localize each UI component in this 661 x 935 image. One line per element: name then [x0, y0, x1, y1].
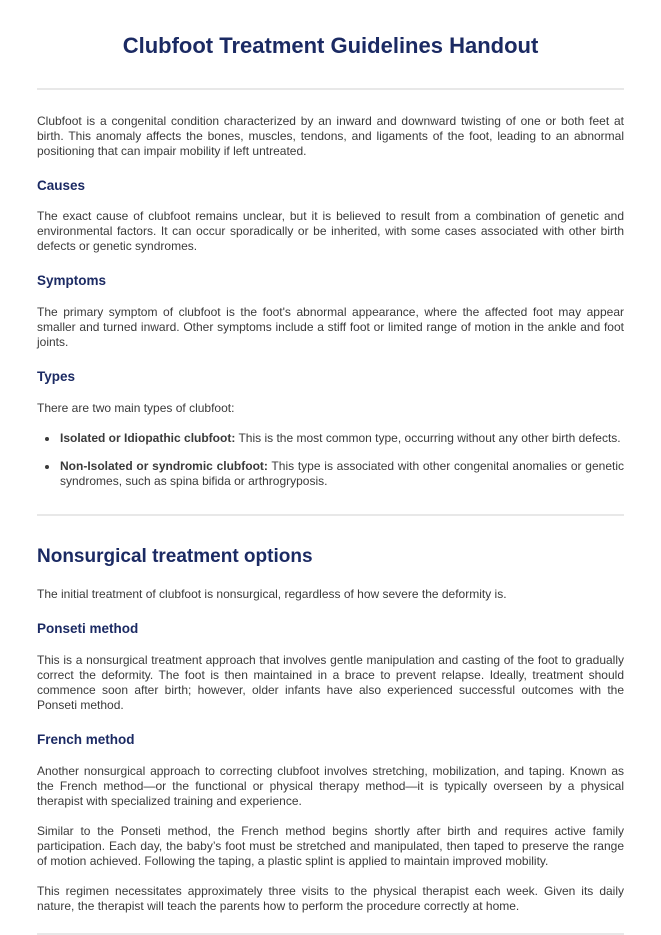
french-paragraph-2: Similar to the Ponseti method, the French method begins shortly after birth and requires active family participation. Each day, the baby’s foot must be stretched and manipulated, then taped to preserve the range of motion achieved. Following the taping, a plastic splint is applied to maintain improved mobility.: [37, 823, 624, 868]
section-heading-causes: Causes: [37, 177, 86, 193]
symptoms-paragraph: The primary symptom of clubfoot is the foot's abnormal appearance, where the affected foot may appear smaller and turned inward. Other symptoms include a stiff foot or limited range of motion in the ankle and foot joints.: [37, 305, 624, 350]
section-heading-symptoms: Symptoms: [37, 273, 107, 289]
bullet-bold-lead: Non-Isolated or syndromic clubfoot:: [60, 459, 268, 474]
divider-top: [37, 88, 624, 90]
divider-middle: [37, 514, 624, 516]
divider-bottom: [37, 933, 624, 935]
bullet-text: This type is associated with other congenital anomalies or genetic syndromes, such as spina bifida or arthrogryposis.: [60, 459, 624, 489]
bullet-text: This is the most common type, occurring without any other birth defects.: [235, 431, 621, 446]
types-lead-paragraph: There are two main types of clubfoot:: [37, 401, 235, 416]
french-paragraph-1: Another nonsurgical approach to correcting clubfoot involves stretching, mobilization, and taping. Known as the French method—or the functional or physical therapy method—it is typically overseen by a physical therapist with specialized training and experience.: [37, 763, 624, 808]
bullet-bold-lead: Isolated or Idiopathic clubfoot:: [60, 431, 236, 446]
nonsurgical-paragraph: The initial treatment of clubfoot is nonsurgical, regardless of how severe the deformity is.: [37, 586, 507, 601]
intro-paragraph: Clubfoot is a congenital condition characterized by an inward and downward twisting of one or both feet at birth. This anomaly affects the bones, muscles, tendons, and ligaments of the foot, leading to an abnormal positioning that can impair mobility if left untreated.: [37, 113, 624, 158]
section-heading-types: Types: [37, 369, 76, 385]
ponseti-paragraph: This is a nonsurgical treatment approach that involves gentle manipulation and casting of the foot to gradually correct the deformity. The foot is then maintained in a brace to prevent relapse. Ideally, treatment should commence soon after birth; however, older infants have also experienced successful outcomes with the Ponseti method.: [37, 652, 624, 712]
document-title: Clubfoot Treatment Guidelines Handout: [122, 33, 539, 58]
list-item-nonisolated-clubfoot: [59, 459, 624, 489]
list-item-isolated-clubfoot: [59, 431, 624, 446]
french-paragraph-3: This regimen necessitates approximately three visits to the physical therapist each week. Given its daily nature, the therapist will teach the parents how to perform the procedure correctly at home.: [37, 883, 624, 913]
section-heading-ponseti: Ponseti method: [37, 620, 139, 636]
types-bullet-list: [37, 431, 624, 489]
section-heading-french: French method: [37, 731, 135, 747]
section-heading-nonsurgical-options: Nonsurgical treatment options: [37, 546, 313, 568]
causes-paragraph: The exact cause of clubfoot remains unclear, but it is believed to result from a combination of genetic and environmental factors. It can occur sporadically or be inherited, with some cases associated with other birth defects or genetic syndromes.: [37, 209, 624, 254]
